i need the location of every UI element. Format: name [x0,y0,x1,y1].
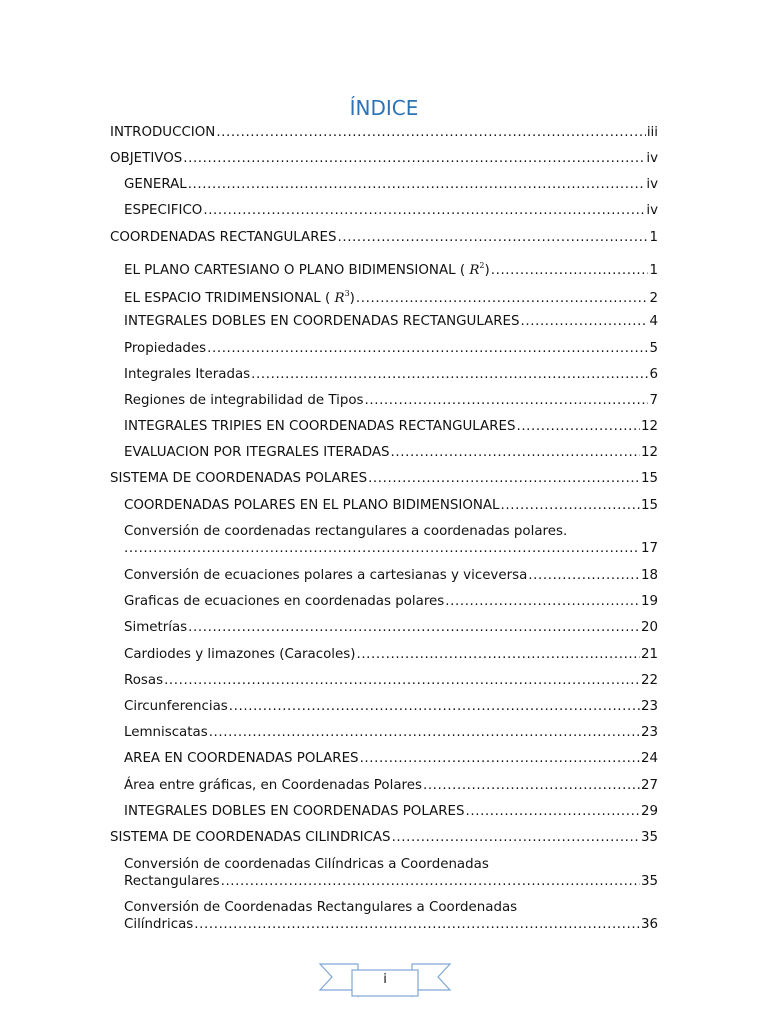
toc-entry-espacio-tridimensional[interactable] [124,285,658,307]
toc-entry-general[interactable] [124,176,658,193]
toc-entry-simetrias[interactable] [124,619,658,636]
toc-label-cont: Rectangulares [124,874,220,889]
toc-label: Simetrías [124,620,188,635]
toc-label: Área entre gráficas, en Coordenadas Polares [124,778,422,793]
toc-entry-integrales-dobles-polares[interactable] [124,803,658,820]
toc-leader [203,202,645,219]
toc-leader [445,593,640,610]
toc-page: 18 [640,568,658,583]
toc-entry-propiedades[interactable] [124,340,658,357]
toc-leader [188,176,646,193]
toc-leader [188,619,640,636]
toc-entry-plano-cartesiano[interactable] [124,257,658,279]
toc-leader [183,150,645,167]
toc-label: Graficas de ecuaciones en coordenadas polares [124,594,445,609]
toc-label: OBJETIVOS [110,151,183,166]
toc-page: 24 [640,751,658,766]
toc-label: INTEGRALES DOBLES EN COORDENADAS POLARES [124,804,465,819]
toc-page: 17 [640,541,658,556]
toc-label: AREA EN COORDENADAS POLARES [124,751,359,766]
toc-page: 15 [640,498,658,513]
r3-symbol: $R^3$ [334,289,350,306]
toc-entry-especifico[interactable] [124,202,658,219]
toc-page: iv [646,177,658,192]
toc-leader [194,916,640,933]
toc-entry-integrales-triples[interactable] [124,418,658,435]
toc-entry-conversion-cil-rect[interactable] [124,856,658,890]
toc-label: Regiones de integrabilidad de Tipos [124,393,364,408]
toc-label: Conversión de coordenadas rectangulares a coordenadas polares. [124,524,568,539]
toc-entry-sistema-cilindricas[interactable] [110,829,658,846]
toc-label: INTEGRALES TRIPIES EN COORDENADAS RECTANGULARES [124,419,516,434]
toc-page: 12 [640,419,658,434]
toc-leader [365,392,649,409]
toc-page: 29 [640,804,658,819]
toc-label: Cardiodes y limazones (Caracoles) [124,647,356,662]
toc-entry-graficas-ecuaciones[interactable] [124,593,658,610]
toc-page: 36 [640,917,658,932]
toc-entry-integrales-dobles-rect[interactable] [124,313,658,330]
toc-page: iv [646,203,658,218]
toc-page: 35 [640,874,658,889]
toc-leader [356,646,639,663]
toc-leader [337,229,648,246]
toc-label-cont: Cilíndricas [124,917,194,932]
toc-entry-regiones-integrabilidad[interactable] [124,392,658,409]
toc-entry-conversion-ecuaciones[interactable] [124,567,658,584]
toc-leader [221,873,640,890]
toc-label: Propiedades [124,341,207,356]
toc-entry-lemniscatas[interactable] [124,724,658,741]
toc-leader [491,262,649,279]
toc-entry-introduccion[interactable] [110,124,658,141]
toc-label: SISTEMA DE COORDENADAS CILINDRICAS [110,830,391,845]
toc-page: iii [646,125,658,140]
toc-entry-circunferencias[interactable] [124,698,658,715]
toc-leader [516,418,639,435]
toc-entry-evaluacion-iteradas[interactable] [124,444,658,461]
toc-leader [392,829,640,846]
toc-page: 19 [640,594,658,609]
toc-leader [124,540,640,557]
toc-leader [521,313,649,330]
toc-page: 12 [640,445,658,460]
page-number: i [383,972,387,987]
toc-page: 5 [649,341,658,356]
toc-leader [501,497,640,514]
toc-leader [216,124,646,141]
toc-page: 22 [640,673,658,688]
toc-label: INTEGRALES DOBLES EN COORDENADAS RECTANGULARES [124,314,520,329]
toc-label: Rosas [124,673,164,688]
toc-label: GENERAL [124,177,187,192]
toc-label: INTRODUCCION [110,125,216,140]
toc-entry-rosas[interactable] [124,672,658,689]
toc-label: Circunferencias [124,699,228,714]
toc-page: 27 [640,778,658,793]
toc-label: COORDENADAS RECTANGULARES [110,230,337,245]
toc-label: EL ESPACIO TRIDIMENSIONAL ( $R^3$) [124,289,355,306]
toc-page: 1 [649,230,658,245]
toc-entry-conversion-rect-cil[interactable] [124,899,658,933]
toc-page: 1 [649,263,658,278]
toc-label: Lemniscatas [124,725,208,740]
toc-label: Integrales Iteradas [124,367,251,382]
toc-page: 21 [640,647,658,662]
toc-page: 6 [649,367,658,382]
toc-label: Conversión de ecuaciones polares a cartesianas y viceversa [124,568,528,583]
toc-entry-polares-plano[interactable] [124,497,658,514]
page-title: ÍNDICE [349,96,419,120]
toc-entry-cardiodes[interactable] [124,646,658,663]
toc-entry-coordenadas-rectangulares[interactable] [110,229,658,246]
toc-page: iv [646,151,658,166]
toc-entry-objetivos[interactable] [110,150,658,167]
toc-label: Conversión de coordenadas Cilíndricas a Coordenadas [124,857,489,872]
toc-leader [356,290,649,307]
toc-page: 35 [640,830,658,845]
toc-page: 7 [649,393,658,408]
toc-leader [207,340,648,357]
toc-entry-sistema-polares[interactable] [110,470,658,487]
toc-entry-area-entre-graficas[interactable] [124,777,658,794]
toc-label: EVALUACION POR ITEGRALES ITERADAS [124,445,390,460]
toc-page: 2 [649,291,658,306]
toc-page: 23 [640,725,658,740]
toc-leader [164,672,640,689]
toc-leader [368,470,640,487]
toc-leader [229,698,640,715]
toc-entry-integrales-iteradas[interactable] [124,366,658,383]
toc-leader [251,366,648,383]
toc-entry-area-polares[interactable] [124,750,658,767]
page-footer-ribbon [318,962,452,998]
toc-page: 23 [640,699,658,714]
toc-label: EL PLANO CARTESIANO O PLANO BIDIMENSIONAL ( $R^2$) [124,261,490,278]
toc-label: Conversión de Coordenadas Rectangulares a Coordenadas [124,900,518,915]
toc-leader [528,567,640,584]
toc-entry-conversion-rect-polares[interactable] [124,523,658,557]
toc-page: 20 [640,620,658,635]
toc-leader [423,777,640,794]
toc-page: 15 [640,471,658,486]
toc-leader [466,803,640,820]
r2-symbol: $R^2$ [469,261,485,278]
toc-page: 4 [649,314,658,329]
toc-leader [360,750,640,767]
toc-label: COORDENADAS POLARES EN EL PLANO BIDIMENSIONAL [124,498,500,513]
toc-leader [391,444,640,461]
toc-leader [209,724,640,741]
toc-label: SISTEMA DE COORDENADAS POLARES [110,471,368,486]
toc-label: ESPECIFICO [124,203,203,218]
